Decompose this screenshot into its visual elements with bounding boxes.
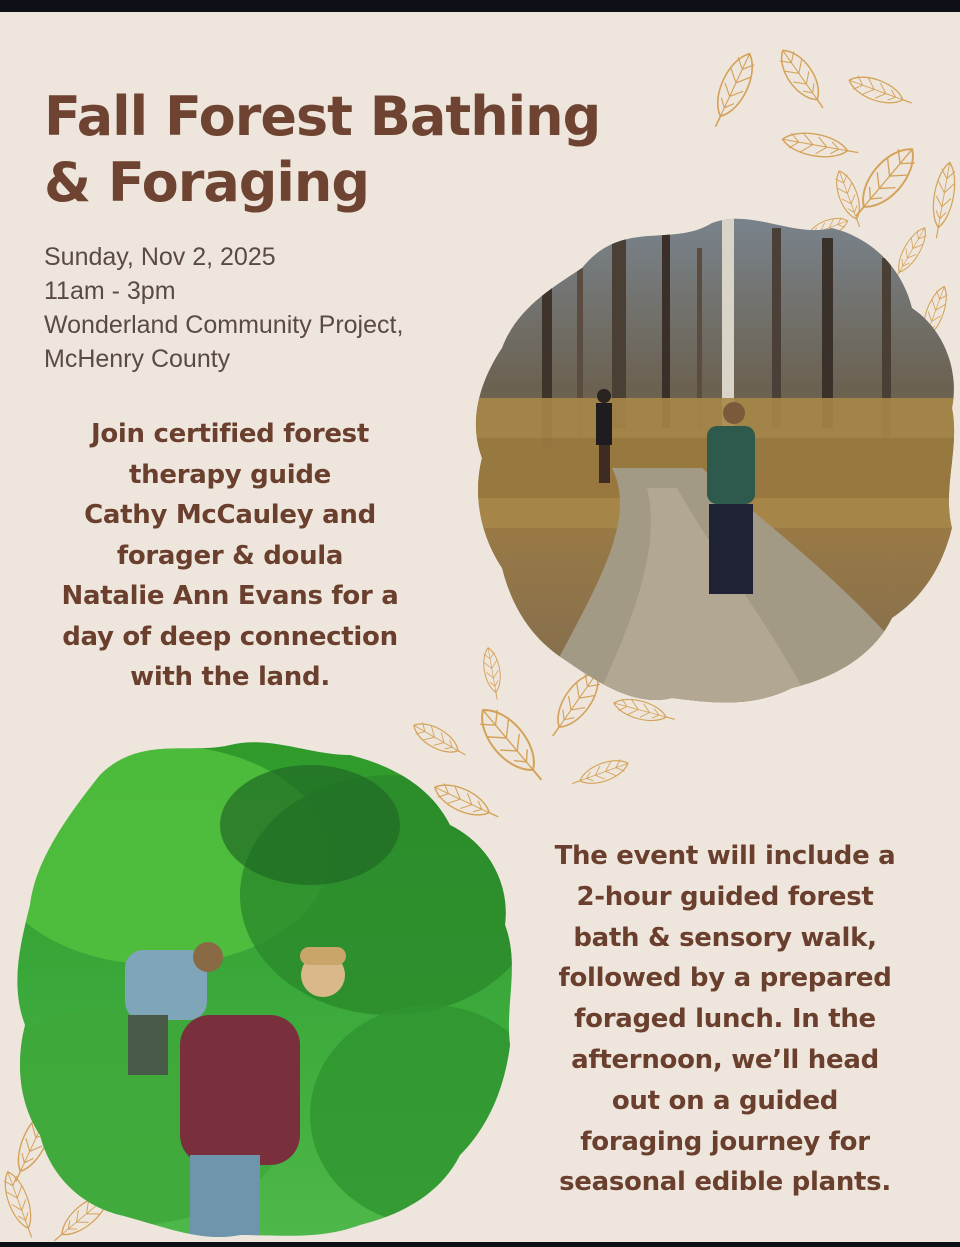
intro-line: Natalie Ann Evans for a bbox=[61, 581, 399, 611]
intro-line: therapy guide bbox=[129, 459, 331, 490]
forest-trail-photo bbox=[462, 208, 960, 728]
event-location-line-2: McHenry County bbox=[44, 345, 231, 373]
event-details bbox=[44, 240, 403, 376]
leaf-outline-icon bbox=[781, 129, 861, 164]
description-line: foraging journey for bbox=[580, 1126, 870, 1157]
description-line: foraged lunch. In the bbox=[574, 1004, 876, 1035]
description-line: out on a guided bbox=[611, 1085, 839, 1116]
leaf-outline-icon bbox=[569, 755, 631, 792]
event-time: 11am - 3pm bbox=[44, 277, 176, 305]
leaf-outline-icon bbox=[773, 43, 833, 114]
intro-line: day of deep connection bbox=[62, 621, 398, 652]
description-line: seasonal edible plants. bbox=[559, 1167, 891, 1198]
description-line: followed by a prepared bbox=[558, 963, 892, 994]
top-status-bar bbox=[0, 0, 960, 12]
description-line: The event will include a bbox=[554, 841, 896, 871]
event-title bbox=[44, 84, 600, 216]
event-date: Sunday, Nov 2, 2025 bbox=[44, 243, 276, 271]
bottom-bar bbox=[0, 1242, 960, 1247]
description-paragraph bbox=[520, 836, 930, 1203]
intro-line: Cathy McCauley and bbox=[84, 500, 376, 530]
leaf-outline-icon bbox=[704, 48, 761, 132]
description-line: bath & sensory walk, bbox=[573, 922, 877, 953]
leaf-outline-icon bbox=[846, 71, 915, 113]
intro-line: forager & doula bbox=[116, 540, 344, 571]
title-line-1: Fall Forest Bathing bbox=[44, 85, 601, 148]
intro-line: with the land. bbox=[130, 662, 330, 692]
description-line: 2-hour guided forest bbox=[576, 881, 874, 912]
event-location-line-1: Wonderland Community Project, bbox=[44, 311, 404, 339]
intro-line: Join certified forest bbox=[91, 419, 369, 449]
description-line: afternoon, we’ll head bbox=[571, 1044, 879, 1075]
title-line-2: & Foraging bbox=[44, 151, 370, 214]
foraging-photo bbox=[10, 735, 522, 1243]
intro-paragraph bbox=[30, 414, 430, 698]
